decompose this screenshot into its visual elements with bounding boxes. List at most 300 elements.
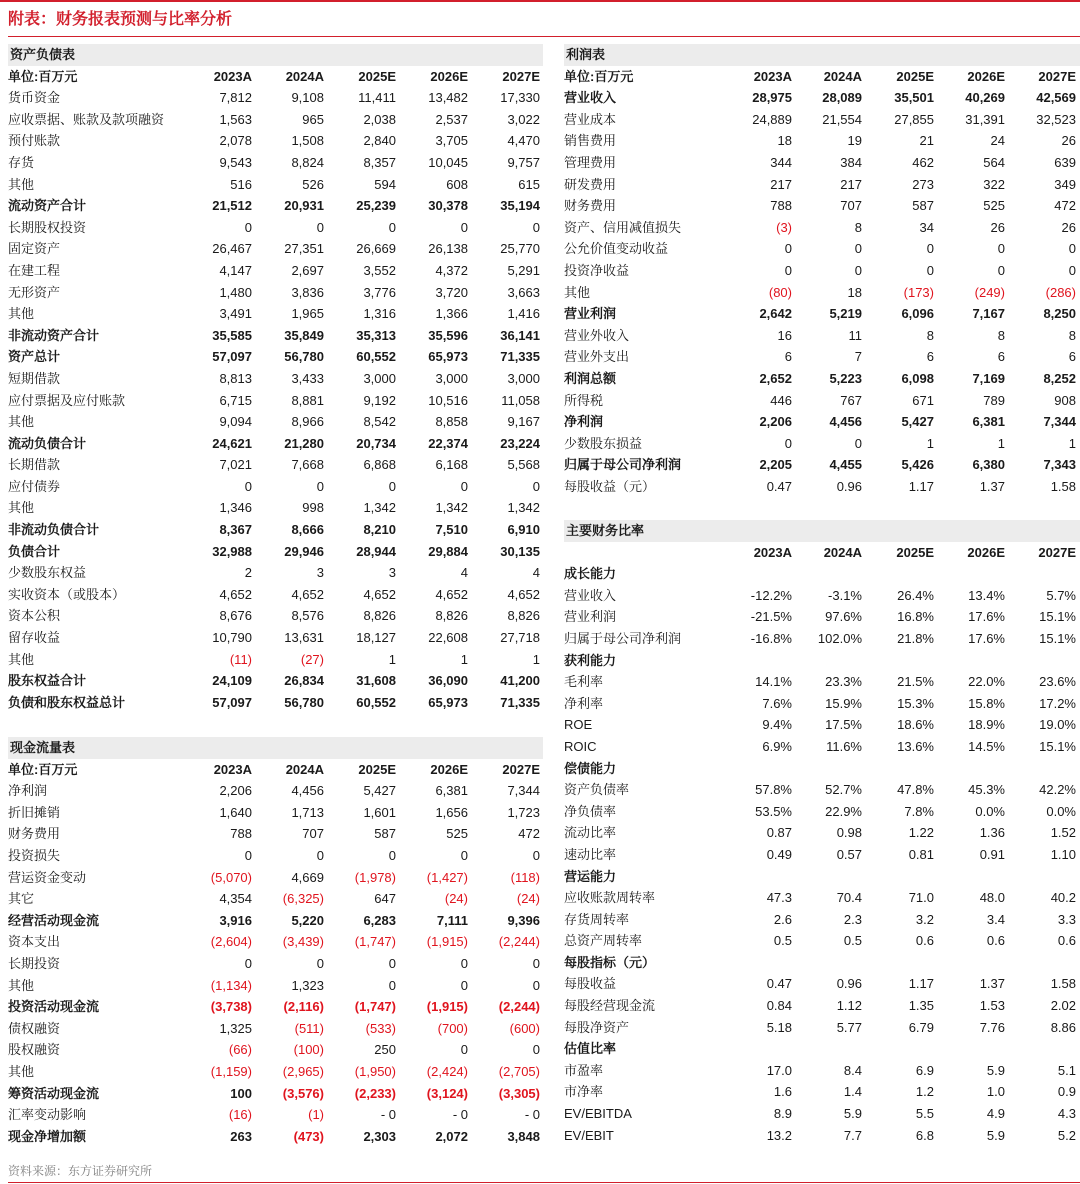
row-label: 其他 xyxy=(8,306,35,322)
cell-value: 1.17 xyxy=(908,976,934,992)
row-label: 债权融资 xyxy=(8,1020,61,1036)
cell-value: 263 xyxy=(230,1128,252,1144)
section-header xyxy=(8,737,543,759)
cell-value: 6,096 xyxy=(901,306,934,322)
cell-value: 7.6% xyxy=(762,695,792,711)
table-row xyxy=(8,87,543,109)
cell-value: 22.9% xyxy=(825,803,862,819)
cell-value: (249) xyxy=(974,284,1005,300)
cell-value: 13.6% xyxy=(897,738,934,754)
cell-value: 0 xyxy=(997,262,1005,278)
row-label: 应收账款周转率 xyxy=(564,890,656,906)
cell-value: (3,124) xyxy=(426,1085,468,1101)
cell-value: 349 xyxy=(1054,176,1076,192)
cell-value: 9.4% xyxy=(762,717,792,733)
cell-value: 1,316 xyxy=(363,306,396,322)
cell-value: (3,305) xyxy=(498,1085,540,1101)
cell-value: 4,652 xyxy=(219,586,252,602)
row-label: 固定资产 xyxy=(8,241,61,257)
cell-value: 1.17 xyxy=(908,478,934,494)
year-header: 2026E xyxy=(967,68,1005,84)
row-label: 投资损失 xyxy=(8,847,61,863)
cell-value: 5.7% xyxy=(1046,587,1076,603)
cell-value: 60,552 xyxy=(356,694,396,710)
table-row xyxy=(564,454,1080,476)
cell-value: 23.6% xyxy=(1039,674,1076,690)
cell-value: 5.77 xyxy=(836,1019,862,1035)
cell-value: 3,000 xyxy=(435,370,468,386)
row-label: 应收票据、账款及款项融资 xyxy=(8,111,165,127)
cell-value: 965 xyxy=(302,111,324,127)
cell-value: 32,523 xyxy=(1036,111,1076,127)
cell-value: 707 xyxy=(840,198,862,214)
cell-value: 70.4 xyxy=(836,890,862,906)
cell-value: 71,335 xyxy=(500,349,540,365)
cell-value: 446 xyxy=(770,392,792,408)
table-row xyxy=(564,1017,1080,1039)
cash-flow-table xyxy=(8,737,543,1147)
cell-value: 6,868 xyxy=(363,457,396,473)
cell-value: 3,491 xyxy=(219,306,252,322)
table-row xyxy=(8,562,543,584)
table-row xyxy=(8,152,543,174)
cell-value: 4,455 xyxy=(829,457,862,473)
cell-value: 11.6% xyxy=(826,738,862,754)
row-label: 在建工程 xyxy=(8,262,61,278)
cell-value: 0 xyxy=(532,1042,540,1058)
cell-value: 19 xyxy=(847,133,862,149)
cell-value: 1,342 xyxy=(363,500,396,516)
cell-value: 35,596 xyxy=(428,327,468,343)
row-label: 流动负债合计 xyxy=(8,435,87,451)
cell-value: 0 xyxy=(460,977,468,993)
cell-value: 0.98 xyxy=(836,825,862,841)
table-row xyxy=(8,605,543,627)
cell-value: 26 xyxy=(1061,219,1076,235)
cell-value: 707 xyxy=(302,826,324,842)
section-title: 现金流量表 xyxy=(10,740,76,755)
cell-value: 462 xyxy=(912,154,934,170)
cell-value: 250 xyxy=(374,1042,396,1058)
row-label: 少数股东权益 xyxy=(8,565,87,581)
cell-value: 1.6 xyxy=(773,1084,792,1100)
cell-value: 35,313 xyxy=(356,327,396,343)
row-label: 汇率变动影响 xyxy=(8,1107,87,1123)
cell-value: 0 xyxy=(784,262,792,278)
cell-value: 0 xyxy=(316,478,324,494)
table-row xyxy=(564,174,1080,196)
cell-value: 1 xyxy=(997,435,1005,451)
cell-value: (2,604) xyxy=(210,934,252,950)
cell-value: 7.8% xyxy=(904,803,934,819)
cell-value: 217 xyxy=(770,176,792,192)
cell-value: 16.8% xyxy=(897,609,934,625)
cell-value: 8,676 xyxy=(219,608,252,624)
column-header-row xyxy=(564,542,1080,564)
row-label: 销售费用 xyxy=(564,133,617,149)
cell-value: 6 xyxy=(997,349,1005,365)
cell-value: 564 xyxy=(983,154,1005,170)
row-label: 估值比率 xyxy=(564,1041,617,1057)
cell-value: 41,200 xyxy=(500,673,540,689)
table-row xyxy=(8,368,543,390)
cell-value: 26.4% xyxy=(897,587,934,603)
cell-value: 10,516 xyxy=(428,392,468,408)
cell-value: 8,367 xyxy=(219,522,252,538)
cell-value: 24,889 xyxy=(752,111,792,127)
cell-value: 0 xyxy=(388,977,396,993)
column-header-row xyxy=(564,66,1080,88)
cell-value: 2.3 xyxy=(843,911,862,927)
cell-value: (2,705) xyxy=(498,1063,540,1079)
cell-value: 767 xyxy=(840,392,862,408)
row-label: 股东权益合计 xyxy=(8,673,87,689)
cell-value: 27,351 xyxy=(284,241,324,257)
cell-value: -21.5% xyxy=(750,609,792,625)
cell-value: 8 xyxy=(854,219,862,235)
row-label: 无形资产 xyxy=(8,284,61,300)
page-title: 附表：财务报表预测与比率分析 xyxy=(8,11,233,28)
table-row xyxy=(8,910,543,932)
row-label: 长期股权投资 xyxy=(8,219,87,235)
cell-value: 1,640 xyxy=(219,804,252,820)
cell-value: 0.96 xyxy=(836,478,862,494)
cell-value: - 0 xyxy=(524,1107,540,1123)
cell-value: 17,330 xyxy=(500,90,540,106)
cell-value: 1,416 xyxy=(507,306,540,322)
cell-value: 15.1% xyxy=(1039,738,1076,754)
cell-value: 3.2 xyxy=(915,911,934,927)
cell-value: -3.1% xyxy=(828,587,862,603)
cell-value: 7,169 xyxy=(972,370,1005,386)
cell-value: 36,090 xyxy=(428,673,468,689)
cell-value: 1,366 xyxy=(435,306,468,322)
cell-value: 27,718 xyxy=(500,630,540,646)
cell-value: 1.10 xyxy=(1050,846,1076,862)
cell-value: 0.9 xyxy=(1057,1084,1076,1100)
cell-value: 3,916 xyxy=(219,912,252,928)
row-label: 营业外收入 xyxy=(564,327,630,343)
cell-value: 29,946 xyxy=(284,543,324,559)
row-label: 获利能力 xyxy=(564,652,617,668)
row-label: 长期借款 xyxy=(8,457,61,473)
cell-value: (6,325) xyxy=(282,891,324,907)
row-label: 负债和股东权益总计 xyxy=(8,694,126,710)
cell-value: 48.0 xyxy=(979,890,1005,906)
cell-value: 2,840 xyxy=(363,133,396,149)
cell-value: 60,552 xyxy=(356,349,396,365)
cell-value: 8,210 xyxy=(363,522,396,538)
cell-value: 0 xyxy=(784,435,792,451)
cell-value: 0 xyxy=(460,1042,468,1058)
row-label: 利润总额 xyxy=(564,370,617,386)
cell-value: (511) xyxy=(294,1020,324,1036)
row-label: 长期投资 xyxy=(8,955,61,971)
cell-value: 587 xyxy=(374,826,396,842)
cell-value: (1,747) xyxy=(354,934,396,950)
table-row xyxy=(8,802,543,824)
cell-value: 6.9% xyxy=(762,738,792,754)
cell-value: 6,168 xyxy=(435,457,468,473)
cell-value: 47.3 xyxy=(766,890,792,906)
cell-value: 14.5% xyxy=(968,738,1005,754)
section-title: 资产负债表 xyxy=(10,47,76,62)
cell-value: (27) xyxy=(300,651,324,667)
cell-value: 6,910 xyxy=(507,522,540,538)
row-label: 总资产周转率 xyxy=(564,933,643,949)
cell-value: 0 xyxy=(388,847,396,863)
table-row xyxy=(8,953,543,975)
row-label: 少数股东损益 xyxy=(564,435,643,451)
ratio-group-header xyxy=(564,758,1080,780)
table-row xyxy=(564,433,1080,455)
cell-value: (173) xyxy=(903,284,934,300)
row-label: 实收资本（或股本） xyxy=(8,586,126,602)
cell-value: (3,576) xyxy=(282,1085,324,1101)
cell-value: 20,931 xyxy=(284,198,324,214)
cell-value: 13,482 xyxy=(428,90,468,106)
section-header xyxy=(564,520,1080,542)
table-row xyxy=(8,109,543,131)
cell-value: (1,915) xyxy=(426,999,468,1015)
cell-value: 1,656 xyxy=(435,804,468,820)
row-label: 净利润 xyxy=(564,414,604,430)
year-header: 2025E xyxy=(358,761,396,777)
cell-value: 3,000 xyxy=(363,370,396,386)
row-label: 投资活动现金流 xyxy=(8,999,100,1015)
cell-value: 25,770 xyxy=(500,241,540,257)
year-header: 2026E xyxy=(430,761,468,777)
cell-value: (1,427) xyxy=(426,869,468,885)
unit-label: 单位:百万元 xyxy=(564,68,634,84)
cell-value: 1.0 xyxy=(986,1084,1005,1100)
cell-value: 27,855 xyxy=(894,111,934,127)
table-row xyxy=(8,823,543,845)
financial-ratios-table xyxy=(564,520,1080,1146)
cell-value: 647 xyxy=(374,891,396,907)
balance-sheet-table xyxy=(8,44,543,713)
cell-value: 2,078 xyxy=(219,133,252,149)
cell-value: 7 xyxy=(854,349,862,365)
cell-value: 4,147 xyxy=(219,262,252,278)
cell-value: 23.3% xyxy=(825,674,862,690)
table-row xyxy=(8,346,543,368)
cell-value: 0 xyxy=(388,478,396,494)
cell-value: 2,697 xyxy=(291,262,324,278)
row-label: 流动资产合计 xyxy=(8,198,87,214)
row-label: 净利率 xyxy=(564,695,604,711)
section-header xyxy=(8,44,543,66)
row-label: 每股收益（元） xyxy=(564,478,656,494)
row-label: 资产负债率 xyxy=(564,782,630,798)
table-row xyxy=(8,996,543,1018)
table-row xyxy=(8,1061,543,1083)
row-label: 归属于母公司净利润 xyxy=(564,457,682,473)
row-label: 营业收入 xyxy=(564,587,617,603)
cell-value: 5.9 xyxy=(986,1127,1005,1143)
cell-value: (1,915) xyxy=(426,934,468,950)
cell-value: 30,378 xyxy=(428,198,468,214)
cell-value: 9,192 xyxy=(363,392,396,408)
cell-value: 0 xyxy=(854,435,862,451)
year-header: 2023A xyxy=(213,68,252,84)
cell-value: 3,848 xyxy=(507,1128,540,1144)
cell-value: 2,072 xyxy=(435,1128,468,1144)
table-row xyxy=(564,368,1080,390)
cell-value: 6.8 xyxy=(915,1127,934,1143)
table-row xyxy=(564,606,1080,628)
row-label: 应付债券 xyxy=(8,478,61,494)
cell-value: 9,108 xyxy=(291,90,324,106)
cell-value: 8.4 xyxy=(843,1062,862,1078)
cell-value: 18.9% xyxy=(968,717,1005,733)
row-label: 筹资活动现金流 xyxy=(8,1085,100,1101)
cell-value: 594 xyxy=(374,176,396,192)
cell-value: 516 xyxy=(230,176,252,192)
cell-value: 7,343 xyxy=(1043,457,1076,473)
cell-value: 0 xyxy=(1068,262,1076,278)
table-row xyxy=(8,195,543,217)
row-label: 每股经营现金流 xyxy=(564,998,656,1014)
row-label: 资产总计 xyxy=(8,349,61,365)
cell-value: 35,501 xyxy=(894,90,934,106)
cell-value: 472 xyxy=(518,826,540,842)
row-label: 现金净增加额 xyxy=(8,1128,87,1144)
cell-value: 42.2% xyxy=(1039,782,1076,798)
cell-value: 0 xyxy=(244,478,252,494)
year-header: 2025E xyxy=(896,544,934,560)
cell-value: (2,424) xyxy=(426,1063,468,1079)
cell-value: 21,512 xyxy=(212,198,252,214)
cell-value: 102.0% xyxy=(817,630,862,646)
cell-value: 30,135 xyxy=(500,543,540,559)
cell-value: (1,159) xyxy=(210,1063,252,1079)
table-row xyxy=(8,411,543,433)
cell-value: 525 xyxy=(983,198,1005,214)
cell-value: 18 xyxy=(847,284,862,300)
table-row xyxy=(8,845,543,867)
cell-value: 6 xyxy=(1068,349,1076,365)
cell-value: (600) xyxy=(509,1020,540,1036)
cell-value: 65,973 xyxy=(428,694,468,710)
table-row xyxy=(8,303,543,325)
cell-value: 0 xyxy=(532,847,540,863)
cell-value: 17.0 xyxy=(766,1062,792,1078)
cell-value: 2 xyxy=(244,565,252,581)
cell-value: 1.2 xyxy=(915,1084,934,1100)
cell-value: 1,713 xyxy=(291,804,324,820)
table-row xyxy=(8,649,543,671)
cell-value: 1,563 xyxy=(219,111,252,127)
cell-value: 344 xyxy=(770,154,792,170)
cell-value: 3,000 xyxy=(507,370,540,386)
cell-value: 217 xyxy=(840,176,862,192)
cell-value: 1.37 xyxy=(979,976,1005,992)
row-label: 管理费用 xyxy=(564,154,617,170)
cell-value: 0 xyxy=(1068,241,1076,257)
table-row xyxy=(564,628,1080,650)
cell-value: 21,554 xyxy=(822,111,862,127)
row-label: 净利润 xyxy=(8,783,48,799)
cell-value: - 0 xyxy=(380,1107,396,1123)
table-row xyxy=(8,931,543,953)
cell-value: 0.91 xyxy=(979,846,1005,862)
row-label: 营业利润 xyxy=(564,306,617,322)
row-label: 资本支出 xyxy=(8,934,61,950)
ratio-group-header xyxy=(564,563,1080,585)
cell-value: 18 xyxy=(777,133,792,149)
cell-value: (16) xyxy=(228,1107,252,1123)
cell-value: 17.6% xyxy=(968,609,1005,625)
cell-value: 7,111 xyxy=(436,912,468,928)
row-label: 营运能力 xyxy=(564,868,617,884)
cell-value: 0 xyxy=(532,478,540,494)
cell-value: 7.76 xyxy=(979,1019,1005,1035)
year-header: 2027E xyxy=(1038,68,1076,84)
table-row xyxy=(564,282,1080,304)
cell-value: 17.6% xyxy=(968,630,1005,646)
cell-value: 5,291 xyxy=(507,262,540,278)
cell-value: (2,244) xyxy=(498,934,540,950)
table-row xyxy=(564,260,1080,282)
row-label: 留存收益 xyxy=(8,630,61,646)
row-label: 财务费用 xyxy=(564,198,617,214)
cell-value: 15.9% xyxy=(825,695,862,711)
top-accent-line xyxy=(0,0,1080,2)
income-statement-table xyxy=(564,44,1080,497)
cell-value: 1,342 xyxy=(435,500,468,516)
table-row xyxy=(564,195,1080,217)
cell-value: 11 xyxy=(848,327,862,343)
year-header: 2026E xyxy=(430,68,468,84)
cell-value: (24) xyxy=(444,891,468,907)
cell-value: 7,167 xyxy=(972,306,1005,322)
cell-value: 7,510 xyxy=(435,522,468,538)
cell-value: 24,109 xyxy=(212,673,252,689)
cell-value: 0.49 xyxy=(766,846,792,862)
cell-value: 3,663 xyxy=(507,284,540,300)
row-label: 公允价值变动收益 xyxy=(564,241,669,257)
cell-value: 4,456 xyxy=(291,783,324,799)
table-row xyxy=(564,411,1080,433)
table-row xyxy=(8,174,543,196)
cell-value: 1,325 xyxy=(219,1020,252,1036)
cell-value: 671 xyxy=(912,392,934,408)
ratio-group-header xyxy=(564,650,1080,672)
table-row xyxy=(564,585,1080,607)
cell-value: 31,391 xyxy=(965,111,1005,127)
cell-value: 18.6% xyxy=(897,717,934,733)
row-label: 非流动负债合计 xyxy=(8,522,100,538)
cell-value: 0 xyxy=(460,219,468,235)
cell-value: 1.4 xyxy=(843,1084,862,1100)
cell-value: 0 xyxy=(316,219,324,235)
row-label: 其他 xyxy=(8,977,35,993)
table-row xyxy=(564,1060,1080,1082)
table-row xyxy=(8,584,543,606)
column-header-row xyxy=(8,759,543,781)
cell-value: 0.87 xyxy=(766,825,792,841)
ratio-group-header xyxy=(564,952,1080,974)
cell-value: (1) xyxy=(308,1107,324,1123)
table-row xyxy=(564,87,1080,109)
table-row xyxy=(564,109,1080,131)
cell-value: 0 xyxy=(316,955,324,971)
cell-value: 3,022 xyxy=(507,111,540,127)
cell-value: (1,950) xyxy=(354,1063,396,1079)
cell-value: (1,747) xyxy=(354,999,396,1015)
cell-value: 9,757 xyxy=(507,154,540,170)
